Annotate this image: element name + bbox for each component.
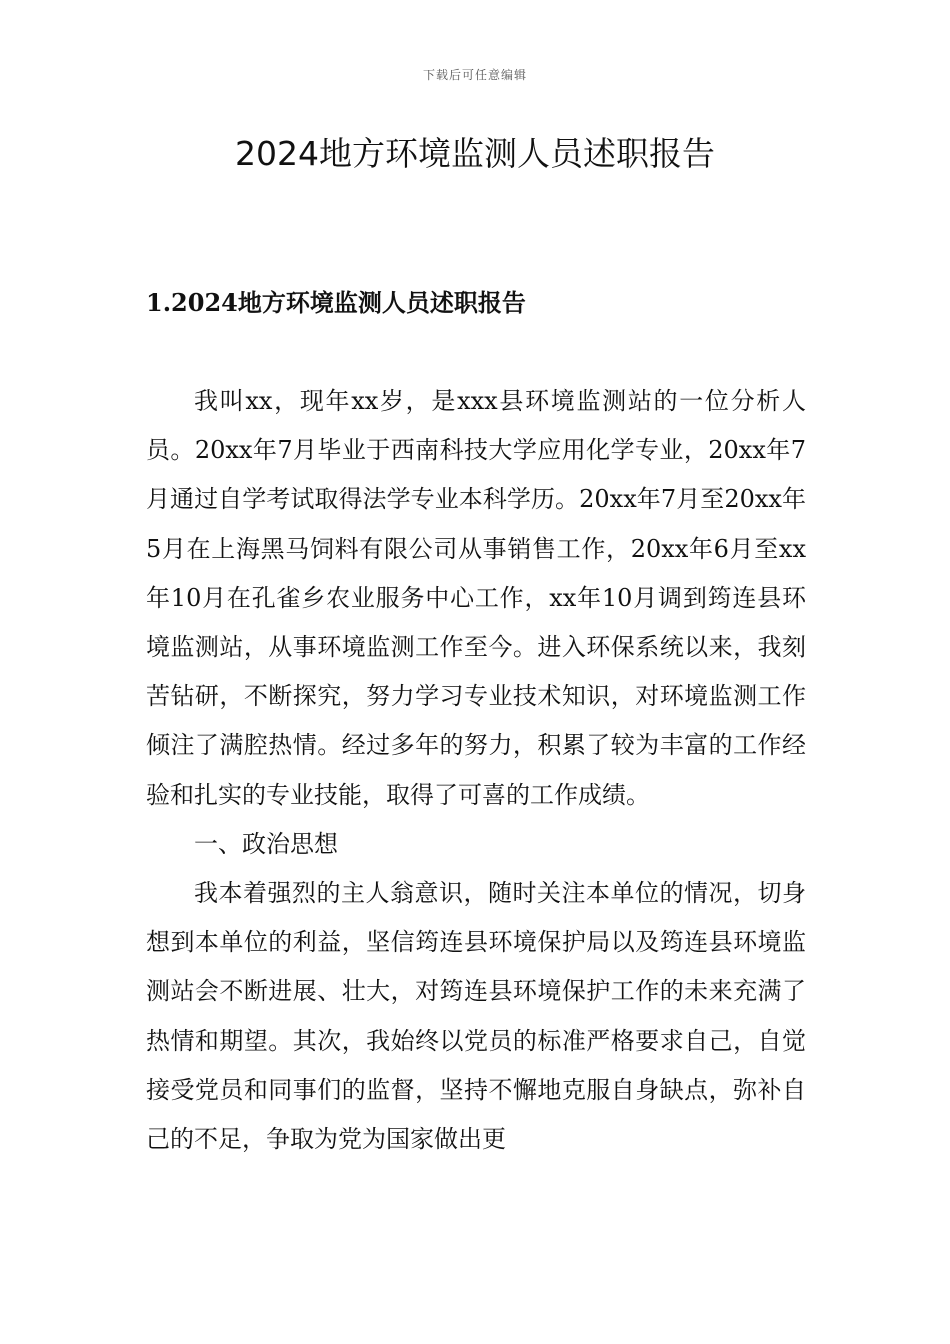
political-thought-paragraph: 我本着强烈的主人翁意识，随时关注本单位的情况，切身想到本单位的利益，坚信筠连县环境保护局以及筠连县环境监测站会不断进展、壮大，对筠连县环境保护工作的未来充满了热情和期望。其次，我始终以党员的标准严格要求自己，自觉接受党员和同事们的监督，坚持不懈地克服自身缺点，弥补自己的不足，争取为党为国家做出更 — [146, 879, 806, 1154]
document-title: 2024地方环境监测人员述职报告 — [235, 134, 715, 173]
section-heading: 1.2024地方环境监测人员述职报告 — [146, 288, 526, 317]
body-text — [146, 377, 806, 1164]
header-note: 下载后可任意编辑 — [422, 68, 527, 82]
intro-paragraph: 我叫xx，现年xx岁，是xxx县环境监测站的一位分析人员。20xx年7月毕业于西南科技大学应用化学专业，20xx年7月通过自学考试取得法学专业本科学历。20xx年7月至20xx年5月在上海黑马饲料有限公司从事销售工作，20xx年6月至xx年10月在孔雀乡农业服务中心工作，xx年10月调到筠连县环境监测站，从事环境监测工作至今。进入环保系统以来，我刻苦钻研，不断探究，努力学习专业技术知识，对环境监测工作倾注了满腔热情。经过多年的努力，积累了较为丰富的工作经验和扎实的专业技能，取得了可喜的工作成绩。 — [146, 387, 806, 809]
subheading-political-thought: 一、政治思想 — [194, 829, 338, 858]
